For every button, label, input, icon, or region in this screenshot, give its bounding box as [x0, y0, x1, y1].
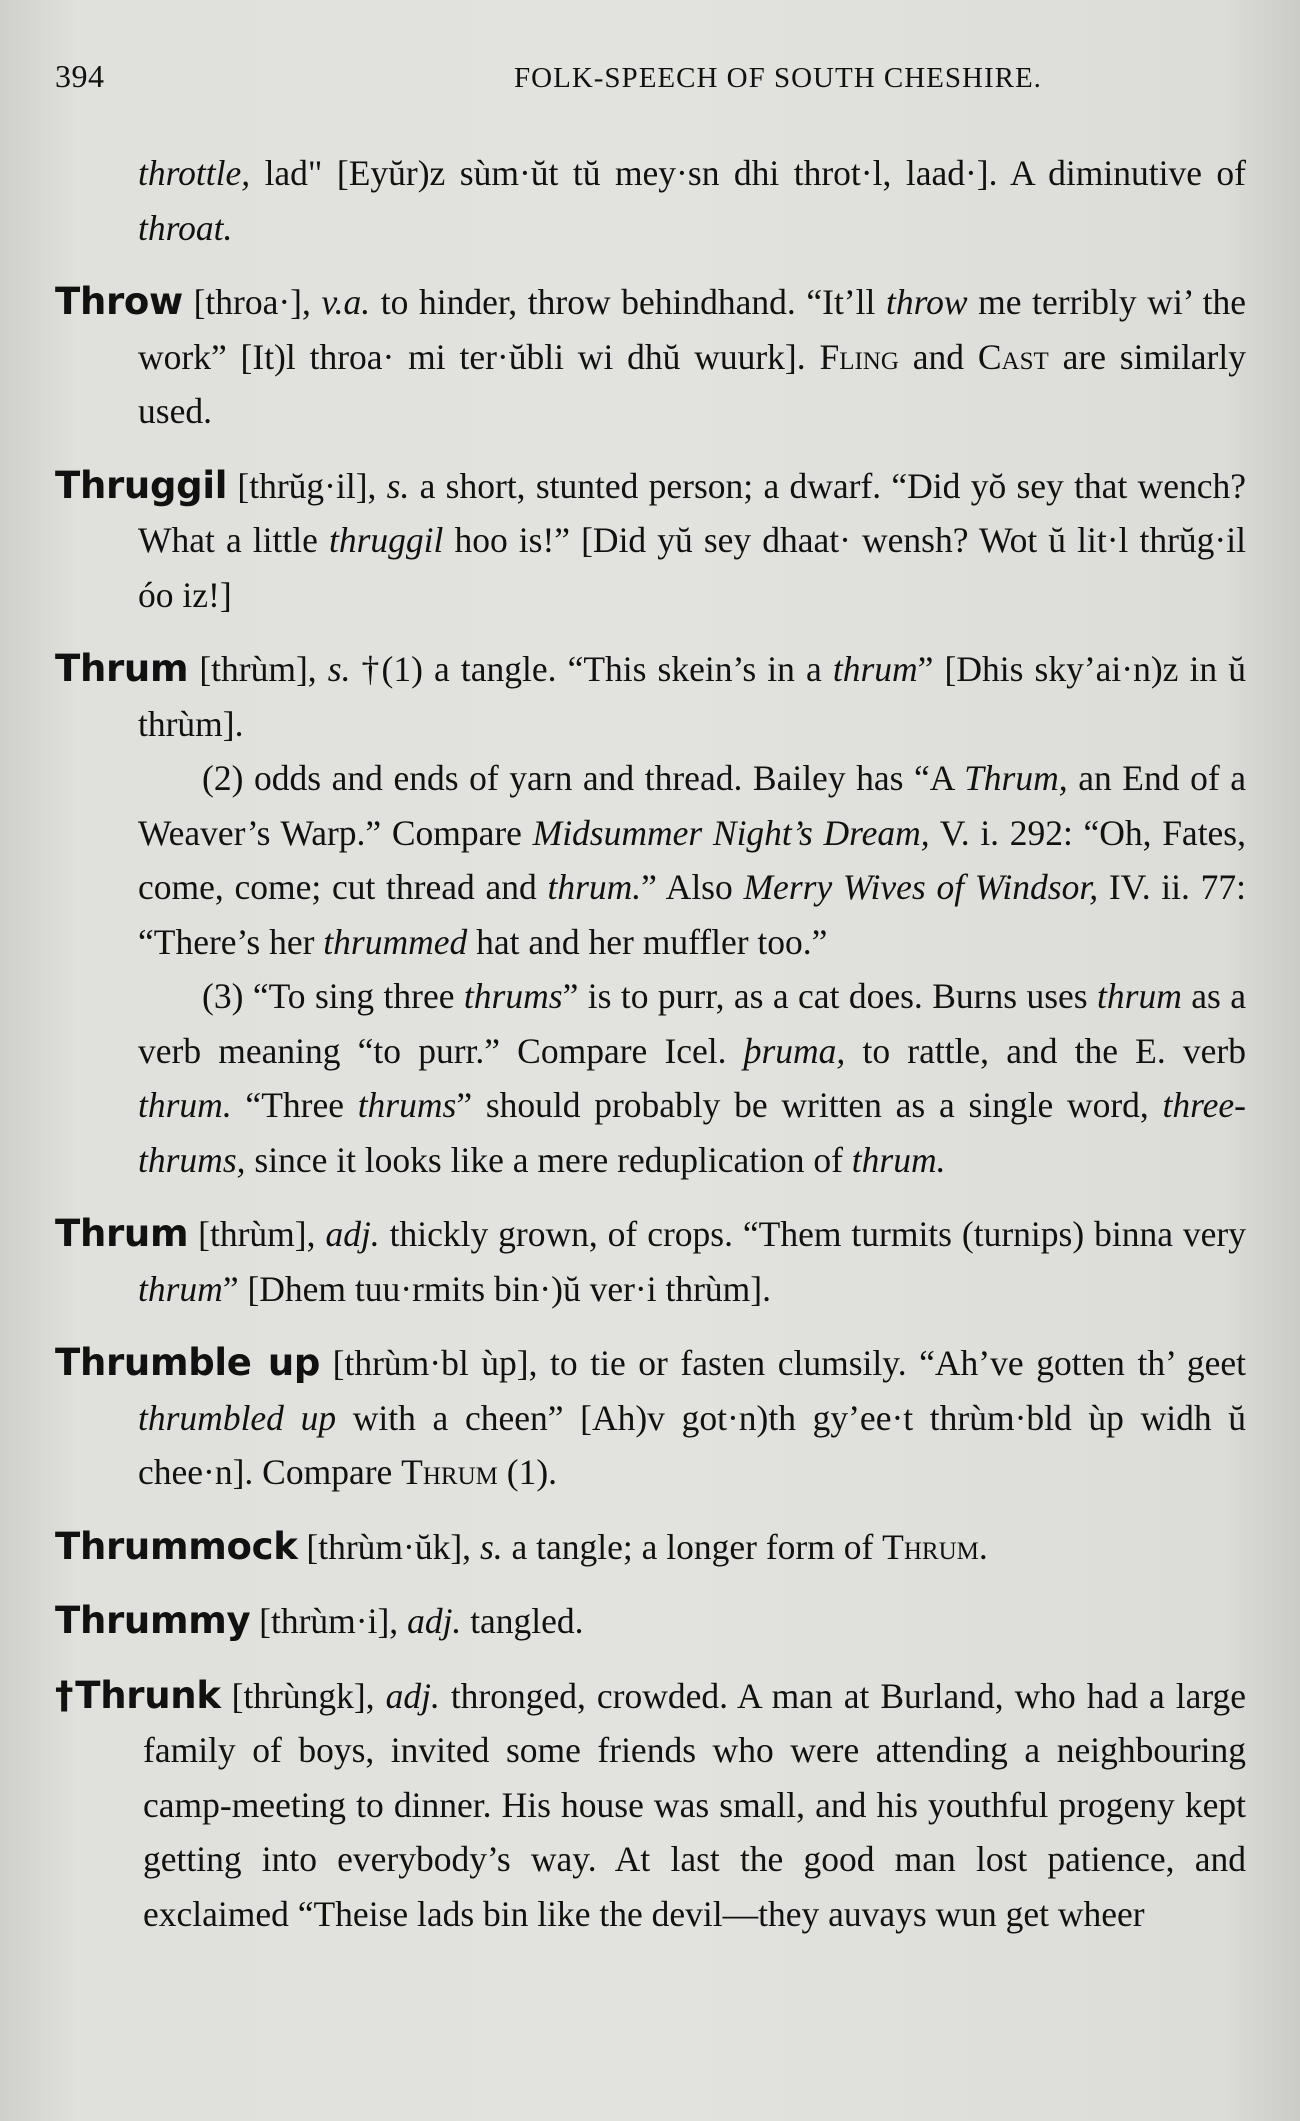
sense-3: (3) “To sing three thrums” is to purr, as a cat does. Burns uses thrum as a verb meaning “to purr.” Compare Icel. þruma, to rattle, and the E. verb thrum. “Three thrums” should probably be written as a single word, three-thrums, since it looks like a mere reduplication of thrum.: [138, 976, 1247, 1180]
entry-continuation: throttle, lad" [Eyŭr)z sùm·ŭt tŭ mey·sn dhi throt·l, laad·]. A diminutive of throat.: [138, 153, 1246, 248]
entry-throw: Throw [throa·], v.a. to hinder, throw behindhand. “It’ll throw me terribly wi’ the work” [It)l throa· mi ter·ŭbli wi dhŭ wuurk]. Fling and Cast are similarly used.: [55, 280, 1246, 431]
page-number: 394: [55, 58, 105, 94]
page-header: [55, 58, 1246, 108]
headword: Thrumble up: [55, 1341, 321, 1384]
headword: Thrummock: [55, 1524, 298, 1568]
headword: Thrum: [55, 647, 189, 690]
headword: Thrum: [55, 1212, 189, 1255]
entry-thrummy: Thrummy [thrùm·i], adj. tangled.: [55, 1599, 584, 1642]
entry-thrummock: Thrummock [thrùm·ŭk], s. a tangle; a longer form of Thrum.: [55, 1524, 988, 1568]
sense-2: (2) odds and ends of yarn and thread. Bailey has “A Thrum, an End of a Weaver’s Warp.” Compare Midsummer Night’s Dream, V. i. 292: “Oh, Fates, come, come; cut thread and thrum.” Also Merry Wives of Windsor, IV. ii. 77: “There’s her thrummed hat and her muffler too.”: [138, 758, 1246, 962]
entry-thruggil: Thruggil [thrŭg·il], s. a short, stunted person; a dwarf. “Did yŏ sey that wench? What a little thruggil hoo is!” [Did yŭ sey dhaat· wensh? Wot ŭ lit·l thrŭg·il óo iz!]: [55, 463, 1246, 615]
entry-thrum-adj: Thrum [thrùm], adj. thickly grown, of crops. “Them turmits (turnips) binna very thrum” [Dhem tuu·rmits bin·)ŭ ver·i thrùm].: [55, 1212, 1246, 1309]
running-title: FOLK-SPEECH OF SOUTH CHESHIRE.: [514, 62, 1042, 94]
entry-thrunk: †Thrunk [thrùngk], adj. thronged, crowded. A man at Burland, who had a large family of boys, invited some friends who were attending a neighbouring camp-meeting to dinner. His house was small, and his youthful progeny kept getting into everybody’s way. At last the good man lost patience, and exclaimed “Theise lads bin like the devil—they auvays wun get wheer: [55, 1673, 1247, 1934]
entry-thrum-noun: Thrum [thrùm], s. †(1) a tangle. “This skein’s in a thrum” [Dhis sky’ai·n)z in ŭ thrùm]. (2) odds and ends of yarn and thread. Bailey has “A Thrum, an End of a Weaver’s Warp.” Compare Midsummer Night’s Dream, V. i. 292: “Oh, Fates, come, come; cut thread and thrum.” Also Merry Wives of Windsor, IV. ii. 77: “There’s her thrummed hat and her muffler too.” (3) “To sing three thrums” is to purr, as a cat does. Burns uses thrum as a verb meaning “to purr.” Compare Icel. þruma, to rattle, and the E. verb thrum. “Three thrums” should probably be written as a single word, three-thrums, since it looks like a mere reduplication of thrum.: [55, 642, 1246, 1187]
headword: Thrummy: [55, 1599, 251, 1642]
headword: Thruggil: [55, 463, 228, 507]
headword: Throw: [55, 280, 183, 323]
headword: †Thrunk: [55, 1673, 221, 1717]
dictionary-content: [55, 146, 1246, 1941]
entry-thrumble-up: Thrumble up [thrùm·bl ùp], to tie or fasten clumsily. “Ah’ve gotten th’ geet thrumbled up with a cheen” [Ah)v got·n)th gy’ee·t thrùm·bld ùp widh ŭ chee·n]. Compare Thrum (1).: [55, 1341, 1246, 1492]
